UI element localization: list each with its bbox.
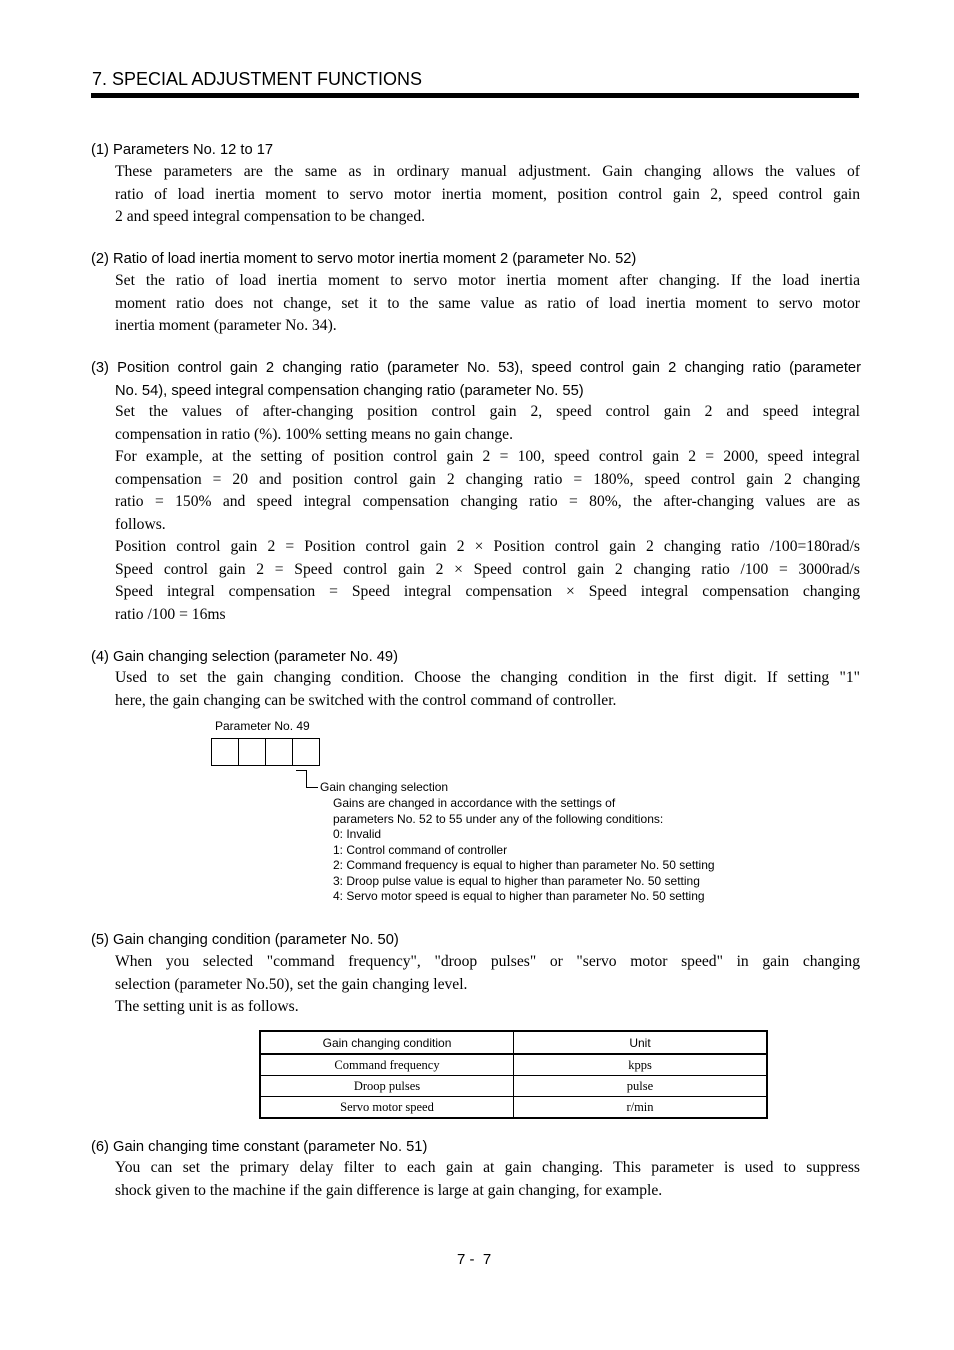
table-cell: pulse bbox=[514, 1076, 768, 1097]
text-line: shock given to the machine if the gain difference is large at gain changing, for example. bbox=[115, 1181, 663, 1199]
digit-box bbox=[265, 738, 293, 766]
table-cell: Droop pulses bbox=[260, 1076, 514, 1097]
text-line: 2 and speed integral compensation to be changed. bbox=[115, 208, 426, 225]
table-header-row bbox=[260, 1031, 767, 1054]
section-4-body bbox=[115, 667, 860, 712]
text-line: These parameters are the same as in ordinary manual adjustment. Gain changing allows the values of bbox=[115, 163, 860, 180]
chapter-title: 7. SPECIAL ADJUSTMENT FUNCTIONS bbox=[92, 69, 423, 89]
digit-box bbox=[238, 738, 266, 766]
table-header-cell: Unit bbox=[514, 1031, 768, 1054]
text-line: ratio of load inertia moment to servo motor inertia moment, position control gain 2, speed control gain bbox=[115, 185, 860, 203]
text-line: follows. bbox=[115, 515, 166, 533]
text-line: When you selected "command frequency", "droop pulses" or "servo motor speed" in gain changing bbox=[115, 953, 860, 970]
section-2-heading: (2) Ratio of load inertia moment to servo motor inertia moment 2 (parameter No. 52) bbox=[91, 251, 637, 267]
section-6-body bbox=[115, 1157, 860, 1202]
table-row bbox=[260, 1076, 767, 1097]
section-5-heading: (5) Gain changing condition (parameter No. 50) bbox=[91, 932, 399, 948]
section-3-heading bbox=[91, 357, 861, 402]
heading-line: No. 54), speed integral compensation changing ratio (parameter No. 55) bbox=[115, 382, 584, 399]
bracket-line bbox=[296, 770, 306, 771]
page-number: 7 - 7 bbox=[457, 1251, 492, 1268]
digit-box-first-digit bbox=[292, 738, 320, 766]
header-rule bbox=[91, 93, 859, 98]
unit-table bbox=[259, 1030, 768, 1119]
diagram-line: 4: Servo motor speed is equal to higher than parameter No. 50 setting bbox=[333, 889, 705, 903]
diagram-line: 0: Invalid bbox=[333, 827, 382, 841]
table-header-cell: Gain changing condition bbox=[260, 1031, 514, 1054]
section-2-body bbox=[115, 270, 860, 338]
text-line: The setting unit is as follows. bbox=[115, 998, 299, 1015]
diagram-line: 1: Control command of controller bbox=[333, 842, 508, 857]
text-line: Position control gain 2 = Position control gain 2 × Position control gain 2 changing ratio /100=180rad/s bbox=[115, 538, 860, 555]
table-row bbox=[260, 1054, 767, 1076]
diagram-line: parameters No. 52 to 55 under any of the following conditions: bbox=[333, 811, 664, 826]
text-line: moment ratio does not change, set it to the same value as ratio of load inertia moment to servo motor bbox=[115, 294, 860, 312]
text-line: here, the gain changing can be switched with the control command of controller. bbox=[115, 691, 617, 709]
section-1-heading: (1) Parameters No. 12 to 17 bbox=[91, 142, 274, 158]
text-line: selection (parameter No.50), set the gain changing level. bbox=[115, 975, 468, 993]
text-line: ratio /100 = 16ms bbox=[115, 605, 226, 623]
text-line: ratio = 150% and speed integral compensation changing ratio = 80%, the after-changing values are as bbox=[115, 493, 860, 510]
text-line: Set the ratio of load inertia moment to servo motor inertia moment after changing. If the load inertia bbox=[115, 272, 860, 289]
text-line: Speed control gain 2 = Speed control gain 2 × Speed control gain 2 changing ratio /100 = 3000rad/s bbox=[115, 560, 860, 578]
text-line: You can set the primary delay filter to each gain at gain changing. This parameter is used to suppress bbox=[115, 1159, 860, 1176]
section-5-body bbox=[115, 951, 860, 1019]
text-line: compensation = 20 and position control gain 2 changing ratio = 180%, speed control gain 2 changing bbox=[115, 470, 860, 488]
table-cell: Command frequency bbox=[260, 1054, 514, 1076]
bracket-line bbox=[306, 787, 318, 788]
text-line: Set the values of after-changing position control gain 2, speed control gain 2 and speed integral bbox=[115, 403, 860, 420]
diagram-description bbox=[333, 796, 715, 905]
text-line: For example, at the setting of position control gain 2 = 100, speed control gain 2 = 2000, speed integral bbox=[115, 448, 860, 465]
text-line: Speed integral compensation = Speed integral compensation × Speed integral compensation changing bbox=[115, 583, 860, 600]
diagram-line: Gains are changed in accordance with the settings of bbox=[333, 796, 616, 810]
text-line: inertia moment (parameter No. 34). bbox=[115, 317, 337, 334]
bracket-line bbox=[306, 770, 307, 787]
table-row bbox=[260, 1097, 767, 1119]
diagram-label: Parameter No. 49 bbox=[215, 719, 310, 733]
table-cell: kpps bbox=[514, 1054, 768, 1076]
table-cell: Servo motor speed bbox=[260, 1097, 514, 1119]
text-line: compensation in ratio (%). 100% setting means no gain change. bbox=[115, 425, 513, 443]
heading-line: (3) Position control gain 2 changing ratio (parameter No. 53), speed control gain 2 changing ratio (parameter bbox=[91, 360, 861, 376]
digit-box bbox=[211, 738, 239, 766]
section-6-heading: (6) Gain changing time constant (parameter No. 51) bbox=[91, 1139, 428, 1155]
section-3-body bbox=[115, 401, 860, 626]
diagram-line: 3: Droop pulse value is equal to higher than parameter No. 50 setting bbox=[333, 873, 700, 888]
table-cell: r/min bbox=[514, 1097, 768, 1119]
text-line: Used to set the gain changing condition. Choose the changing condition in the first digit. If setting "1" bbox=[115, 669, 860, 686]
section-1-body bbox=[115, 161, 860, 229]
diagram-title: Gain changing selection bbox=[320, 780, 449, 794]
section-4-heading: (4) Gain changing selection (parameter No. 49) bbox=[91, 649, 398, 665]
diagram-line: 2: Command frequency is equal to higher than parameter No. 50 setting bbox=[333, 858, 715, 872]
